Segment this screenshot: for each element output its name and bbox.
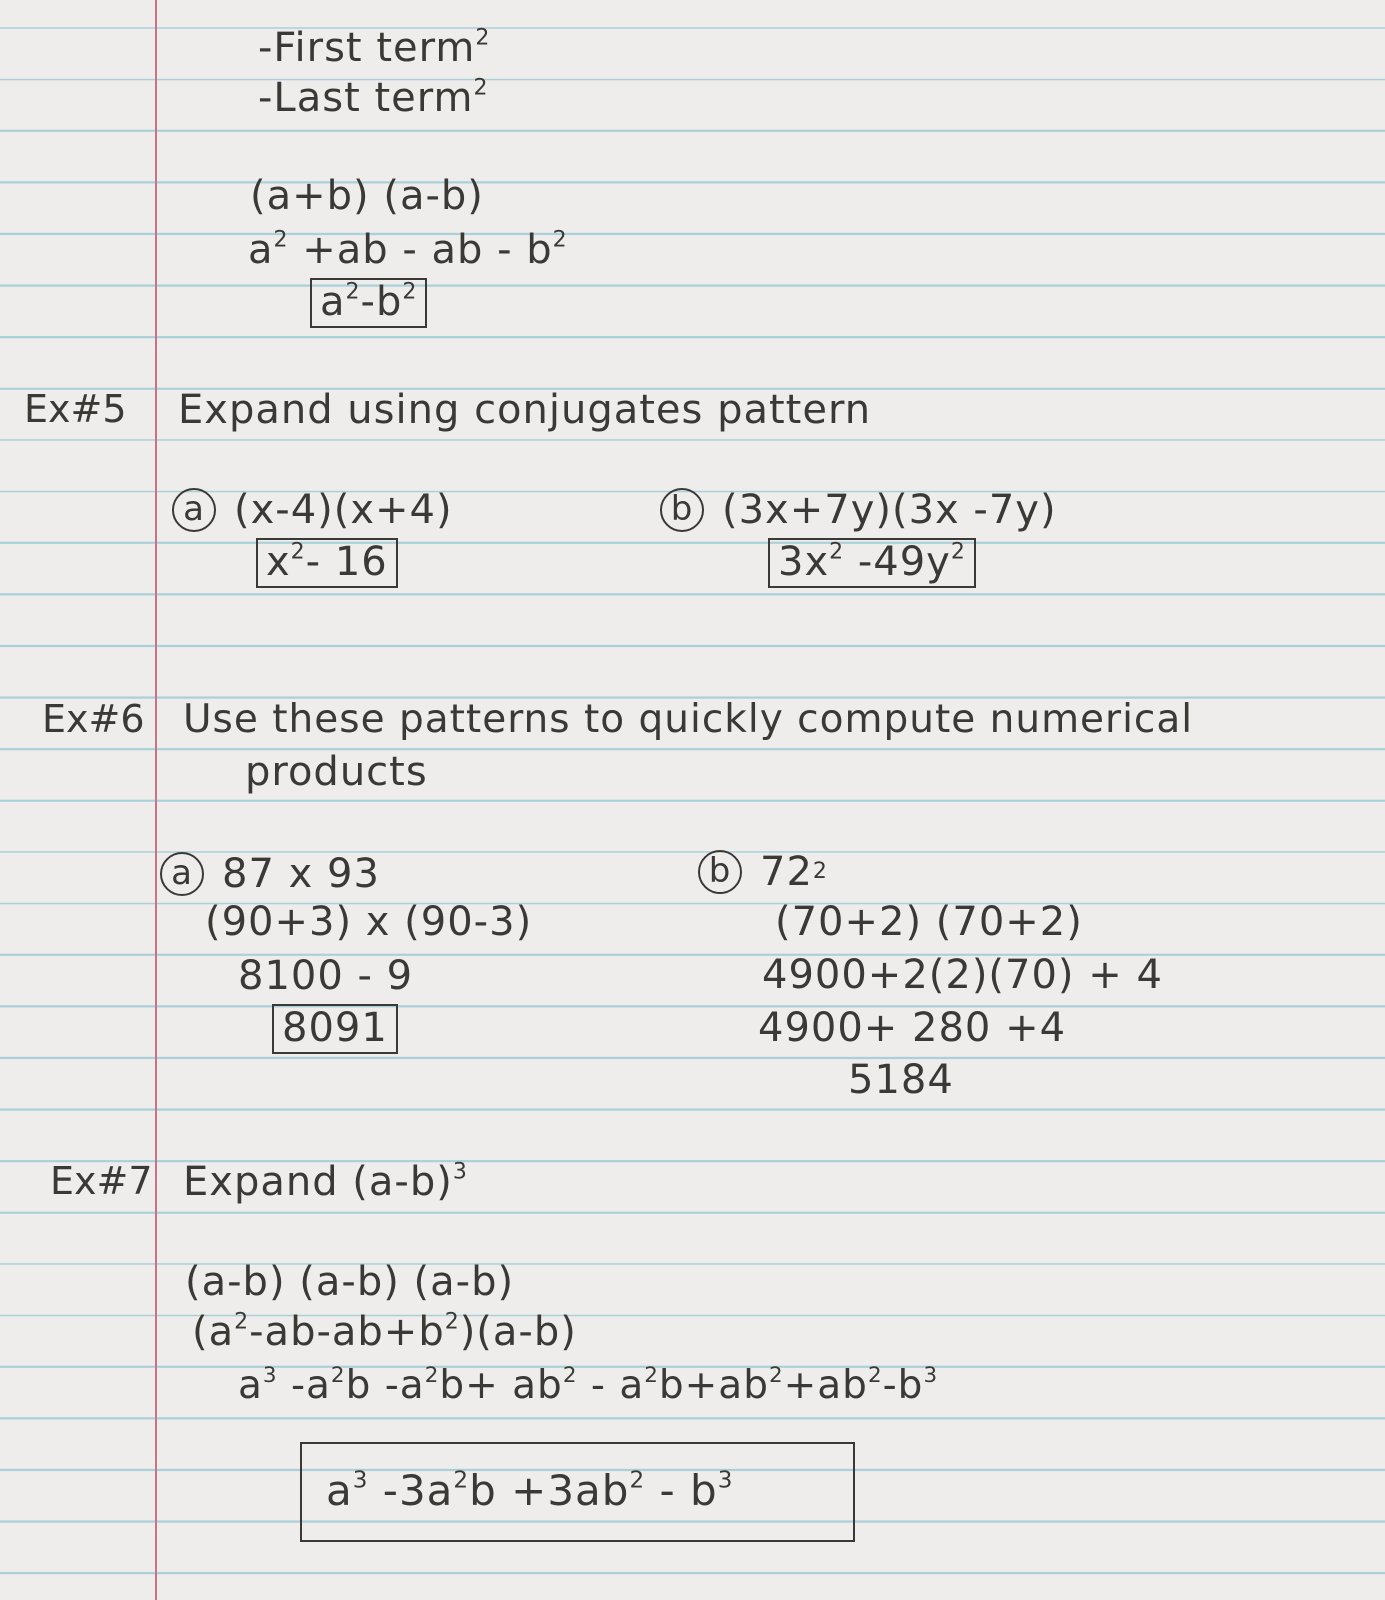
- ex5-title: Expand using conjugates pattern: [178, 387, 872, 433]
- ex7-title: Expand $(a-b)^3$: [183, 1159, 468, 1205]
- ex6-b-step1: (70+2) (70+2): [775, 899, 1083, 945]
- ex5-label: Ex#5: [24, 387, 127, 431]
- ex6-a-step1: (90+3) x (90-3): [205, 899, 533, 945]
- ex6-a-problem: a 87 x 93: [160, 852, 380, 896]
- ex7-answer: $a^3$ $-3a^2b +3ab^2 - b^3$: [326, 1466, 734, 1515]
- ex6-b-problem: b 72 2: [698, 850, 828, 894]
- ex5-a-problem: a (x-4)(x+4): [172, 488, 453, 532]
- ex7-step1: (a-b) (a-b) (a-b): [185, 1259, 515, 1305]
- ex7-answer-box: [300, 1442, 855, 1542]
- ex6-title-line2: products: [245, 749, 428, 795]
- ex6-label: Ex#6: [42, 697, 145, 741]
- last-term-line: -Last term$^2$: [258, 75, 489, 121]
- ex6-b-step2: 4900+2(2)(70) + 4: [762, 952, 1163, 998]
- part-b-marker: b: [660, 488, 704, 532]
- part-a-marker: a: [172, 488, 216, 532]
- ex7-step3: $a^3$ $-a^2b$ $-a^2b+ ab^2 - a^2b+ab^2+ab^2-b^3$: [238, 1362, 939, 1408]
- part-b-marker: b: [698, 850, 742, 894]
- ex6-title-line1: Use these patterns to quickly compute numerical: [183, 697, 1194, 742]
- ex5-a-answer-box: $x^2-$ 16: [256, 538, 398, 588]
- part-a-marker: a: [160, 852, 204, 896]
- first-term-line: -First term$^2$: [258, 25, 491, 71]
- conjugate-result-box: $a^2-b^2$: [310, 278, 427, 328]
- conjugate-product: (a+b) (a-b): [250, 173, 484, 219]
- ex6-b-step3: 4900+ 280 +4: [758, 1005, 1067, 1051]
- ex6-a-answer-box: 8091: [272, 1004, 398, 1054]
- ex7-label: Ex#7: [50, 1159, 153, 1203]
- ex6-a-step2: 8100 - 9: [238, 953, 414, 999]
- conjugate-expanded: $a^2 +ab$ - ab - $b^2$: [248, 227, 568, 273]
- ex6-b-answer: 5184: [848, 1057, 954, 1103]
- notebook-margin-line: [155, 0, 157, 1600]
- ex7-step2: $(a^2-ab-ab+b^2)(a-b)$: [192, 1309, 577, 1355]
- ex5-b-answer-box: $3x^2$ $-49y^2$: [768, 538, 976, 588]
- ex5-b-problem: b (3x+7y)(3x -7y): [660, 488, 1057, 532]
